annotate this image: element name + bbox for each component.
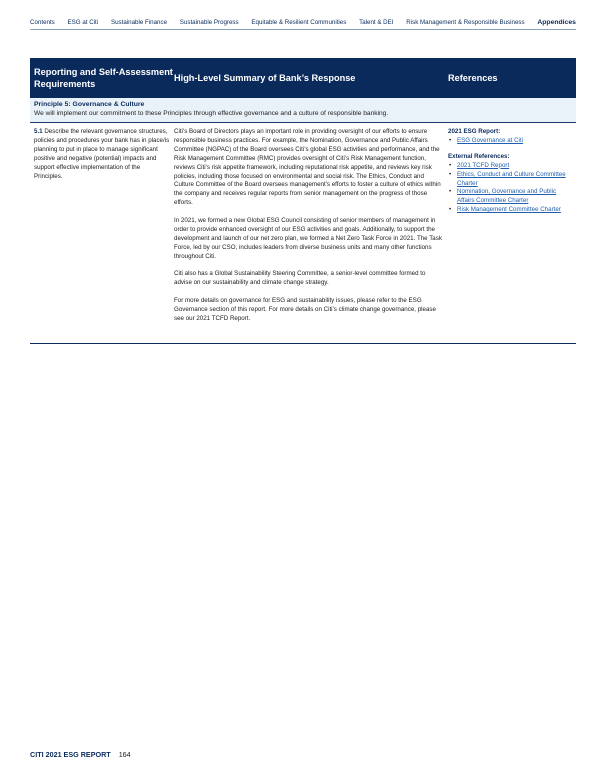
nav-contents[interactable]: Contents	[30, 18, 55, 26]
response-paragraph: For more details on governance for ESG and sustainability issues, please refer to the ESG Governance section of this report. For more details on Citi’s climate change governance, please see our 2021 TCFD Report.	[174, 297, 436, 322]
header-references: References	[448, 73, 498, 83]
requirement-text: Describe the relevant governance structures, policies and procedures your bank has in place/is planning to put in place to manage significant positive and negative (potential) impacts and support effective implementation of the Principles.	[34, 128, 170, 180]
requirement-number: 5.1	[34, 128, 43, 135]
link-ethics-charter[interactable]: Ethics, Conduct and Culture Committee Charter	[457, 170, 566, 187]
link-risk-charter[interactable]: Risk Management Committee Charter	[457, 206, 561, 214]
nav-talent-dei[interactable]: Talent & DEI	[359, 18, 394, 26]
nav-sustainable-finance[interactable]: Sustainable Finance	[110, 18, 168, 26]
top-navigation	[30, 16, 576, 28]
link-tcfd-report[interactable]: 2021 TCFD Report	[457, 161, 510, 169]
nav-esg-at-citi[interactable]: ESG at Citi	[67, 18, 99, 26]
header-summary: High-Level Summary of Bank’s Response	[174, 73, 356, 83]
external-references-heading: External References:	[448, 152, 510, 160]
nav-equitable-resilient-communities[interactable]: Equitable & Resilient Communities	[251, 18, 347, 26]
esg-report-links	[448, 137, 574, 146]
esg-report-heading: 2021 ESG Report:	[448, 128, 501, 135]
link-ngpac-charter[interactable]: Nomination, Governance and Public Affairs Committee Charter	[457, 188, 557, 205]
page-footer	[30, 750, 131, 759]
table-header	[30, 58, 576, 98]
nav-appendices[interactable]: Appendices	[537, 18, 576, 26]
response-paragraph: Citi also has a Global Sustainability Steering Committee, a senior-level committee formed to advise on our sustainability and climate change strategy.	[174, 270, 426, 287]
reference-item	[448, 188, 574, 206]
response-paragraph: Citi’s Board of Directors plays an important role in providing oversight of our efforts to ensure responsible business practices. For example, the Nomination, Governance and Public Affairs Committee (NGPAC) of the Board oversees Citi’s global ESG activities and performance, and the Risk Management Committee (RMC) provides oversight of Citi’s Risk Management function, reviews Citi’s risk appetite framework, including reputational risk appetite, and reviews key risk policies, including those focused on environmental and social risk. The Ethics, Conduct and Culture Committee of the Board oversees management’s efforts to foster a culture of ethics within the company and receives regular reports from senior management on the progress of those efforts.	[174, 128, 441, 207]
response-cell	[174, 128, 442, 333]
nav-risk-management[interactable]: Risk Management & Responsible Business	[406, 18, 525, 26]
principle-title: Principle 5: Governance & Culture	[34, 101, 145, 108]
report-title: CITI 2021 ESG REPORT	[30, 750, 111, 759]
reference-item	[448, 206, 574, 215]
principle-statement: We will implement our commitment to these Principles through effective governance and a culture of responsible banking.	[34, 110, 389, 117]
header-requirements: Reporting and Self-Assessment Requirements	[34, 67, 173, 89]
nav-divider	[30, 29, 576, 30]
page-number: 164	[118, 750, 131, 759]
table-row	[30, 124, 576, 343]
principle-row	[30, 98, 576, 123]
references-cell	[448, 128, 574, 222]
response-paragraph: In 2021, we formed a new Global ESG Council consisting of senior members of management in order to provide enhanced oversight of our ESG activities and goals. Additionally, to support the development and launch of our net zero plan, we formed a Net Zero Task Force in 2021. The Task Force, led by our CSO, includes leaders from diverse business units and many other functions throughout Citi.	[174, 217, 442, 260]
reference-item	[448, 162, 574, 171]
table-bottom-rule	[30, 343, 576, 344]
reference-item	[448, 171, 574, 189]
nav-sustainable-progress[interactable]: Sustainable Progress	[179, 18, 239, 26]
external-reference-links	[448, 162, 574, 215]
link-esg-governance[interactable]: ESG Governance at Citi	[457, 136, 524, 144]
requirement-cell	[34, 128, 170, 181]
reference-item	[448, 137, 574, 146]
